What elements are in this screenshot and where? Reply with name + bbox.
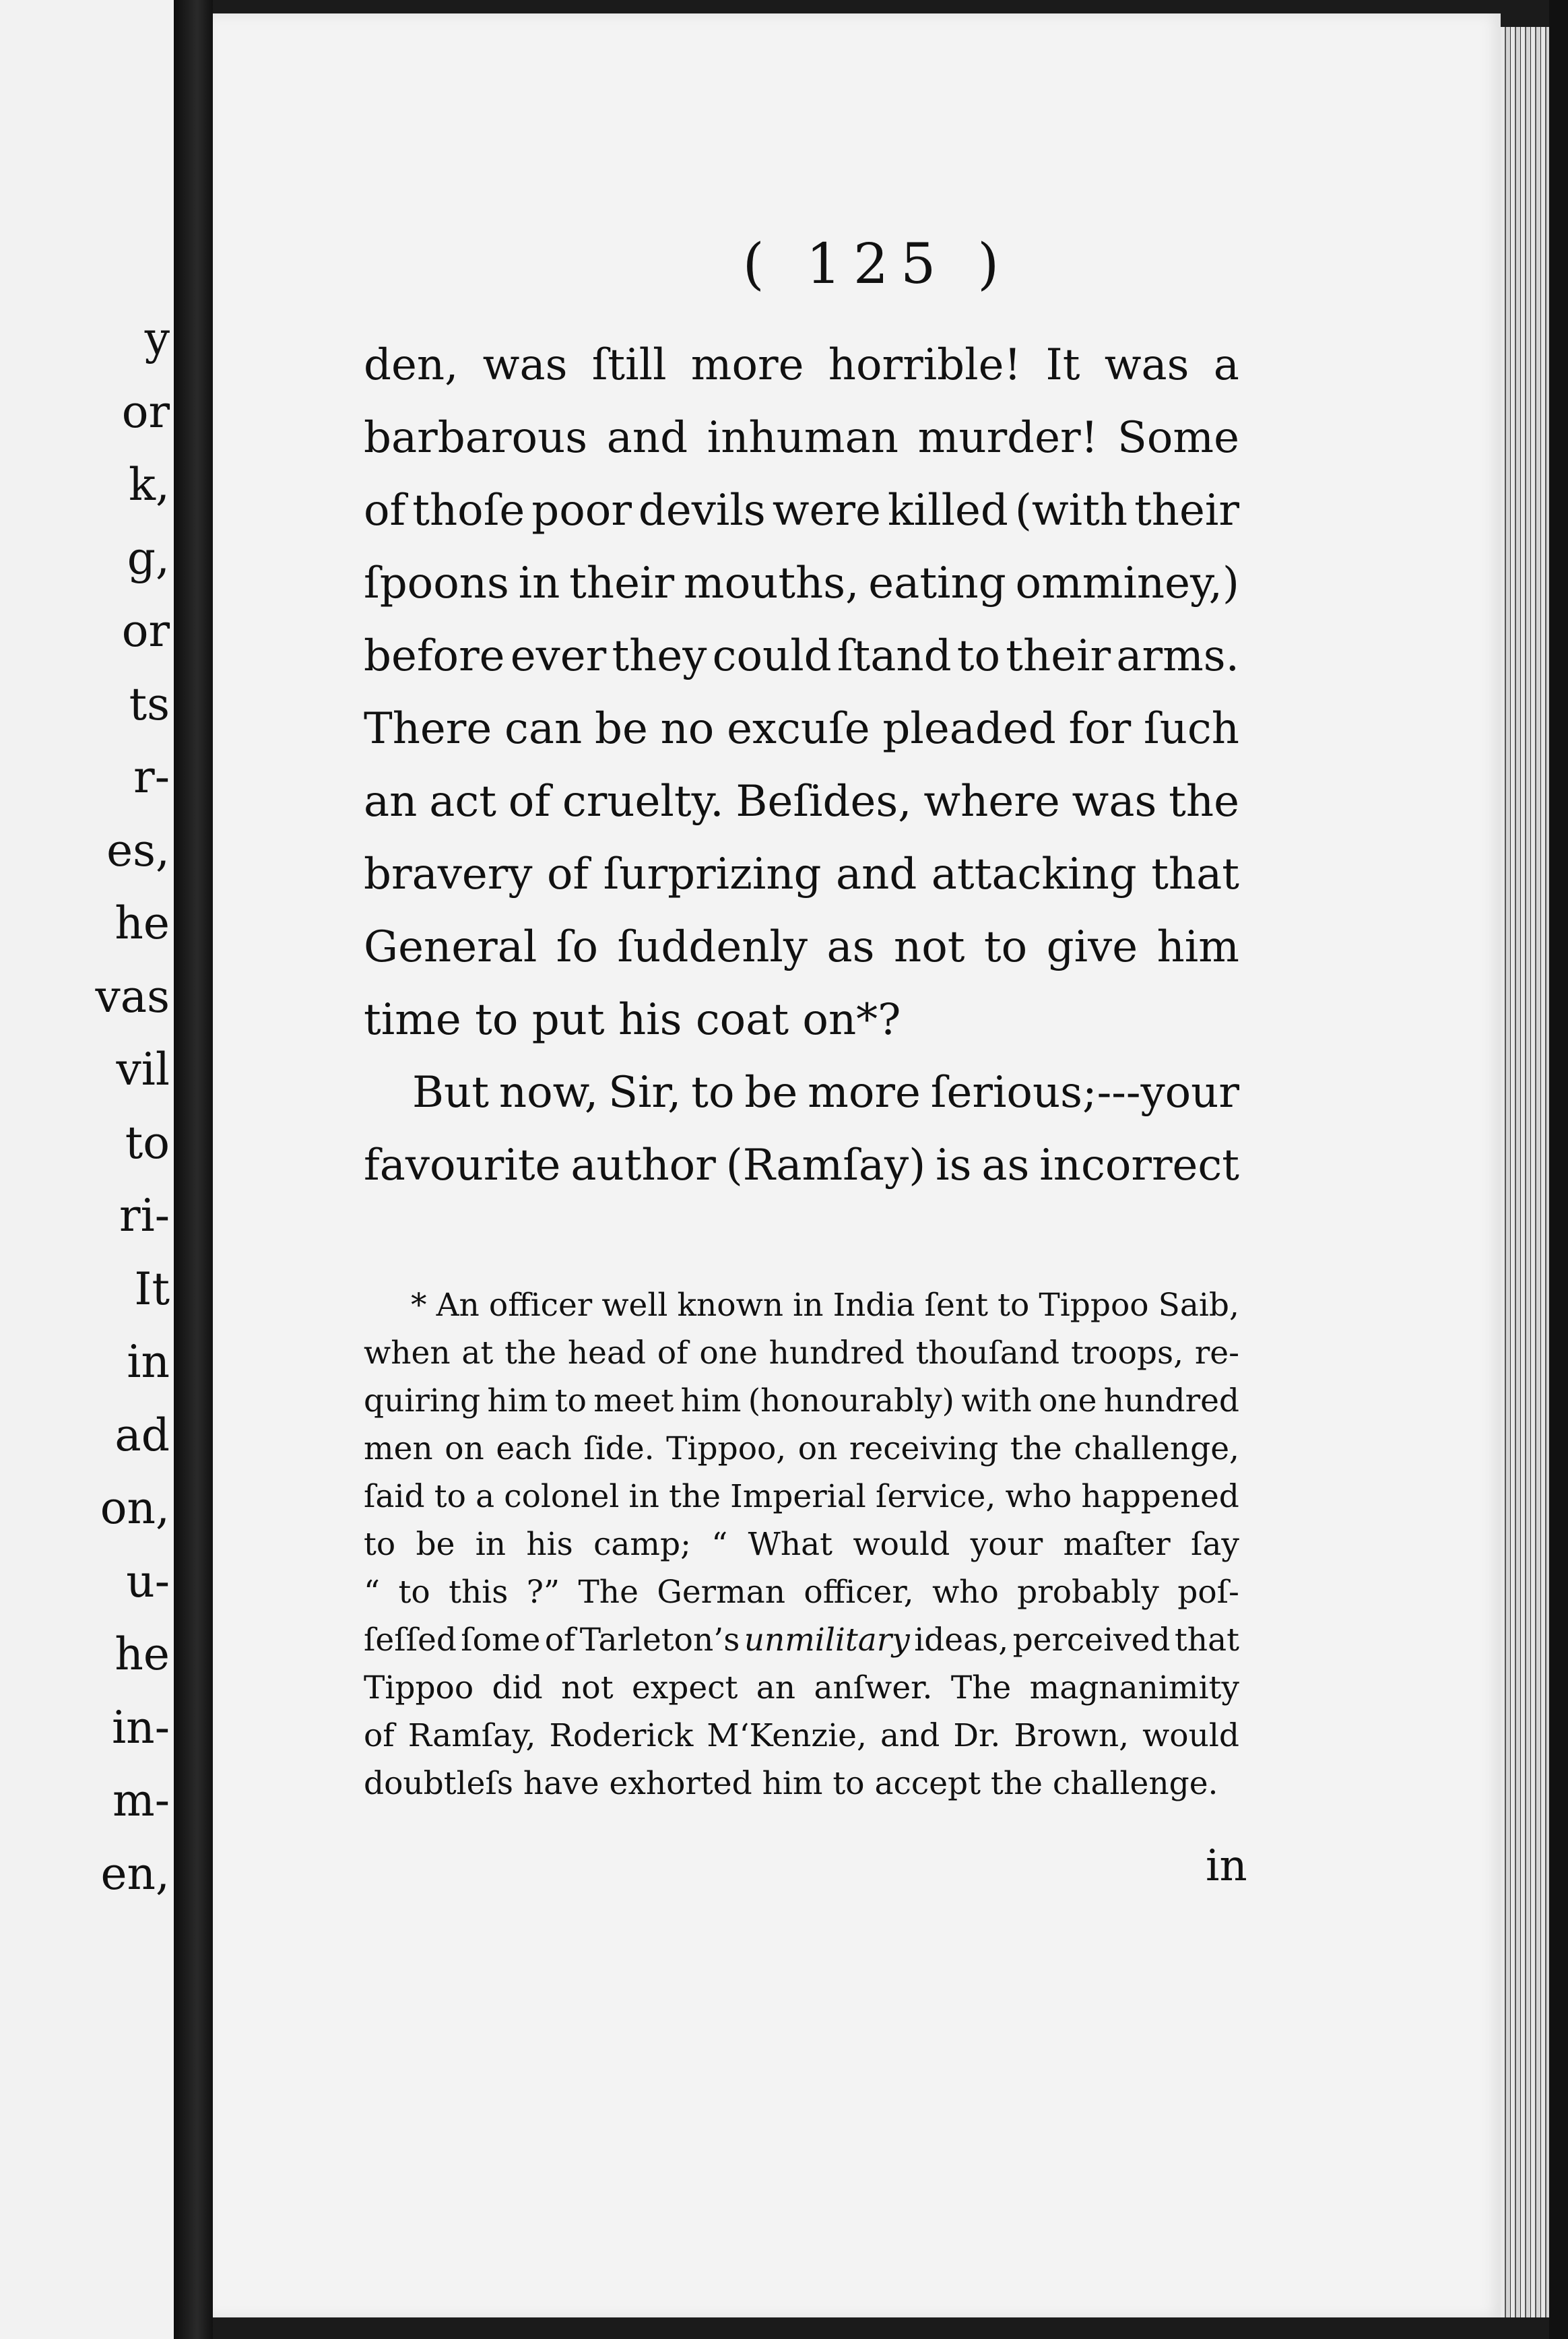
book-gutter <box>174 0 213 2339</box>
body-line: bravery of ſurprizing and attacking that <box>364 850 1239 899</box>
footnote-line: Tippoo did not expect an anſwer. The magnanimity <box>364 1669 1239 1706</box>
body-line: But now, Sir, to be more ſerious;---your <box>412 1068 1239 1118</box>
page-edges <box>1501 27 1549 2317</box>
left-page-fragment: in- <box>112 1701 170 1754</box>
body-line: ſpoons in their mouths, eating omminey,) <box>364 558 1239 608</box>
footnote-line: ſaid to a colonel in the Imperial ſervice, who happened <box>364 1478 1239 1515</box>
footnote-line: ſeſſed ſome of Tarleton’s unmilitary ideas, perceived that <box>364 1622 1239 1659</box>
body-line: den, was ſtill more horrible! It was a <box>364 340 1239 390</box>
left-page-fragment: en, <box>100 1847 170 1900</box>
footnote-line: to be in his camp; “ What would your maſter ſay <box>364 1526 1239 1563</box>
left-page-fragment: on, <box>100 1482 170 1534</box>
body-line: time to put his coat on*? <box>364 995 901 1045</box>
body-line: an act of cruelty. Beſides, where was the <box>364 777 1239 827</box>
body-line: of thoſe poor devils were killed (with their <box>364 486 1239 536</box>
body-line: barbarous and inhuman murder! Some <box>364 413 1239 463</box>
footnote-line: quiring him to meet him (honourably) with one hundred <box>364 1382 1239 1419</box>
book-edge-shadow <box>1549 0 1568 2339</box>
left-page-fragment: It <box>134 1262 170 1315</box>
footnote-line: * An officer well known in India ſent to Tippoo Saib, <box>411 1287 1239 1324</box>
left-page-fragment: k, <box>129 459 170 511</box>
footnote-line: “ to this ?” The German officer, who probably poſ- <box>364 1574 1239 1611</box>
left-page-fragment: ad <box>115 1409 170 1461</box>
left-page-fragment: m- <box>112 1774 170 1826</box>
left-page-fragment: he <box>115 1628 170 1680</box>
left-page-fragment: in <box>127 1336 170 1388</box>
left-page-fragment: or <box>121 385 170 438</box>
left-page-fragment: vil <box>116 1044 170 1095</box>
left-page-fragment: r- <box>133 751 170 803</box>
catchword: in <box>1206 1841 1247 1891</box>
body-line: favourite author (Ramſay) is as incorrect <box>364 1141 1239 1190</box>
footnote-line: doubtleſs have exhorted him to accept the challenge. <box>364 1765 1218 1802</box>
footnote-line: of Ramſay, Roderick M‘Kenzie, and Dr. Brown, would <box>364 1717 1239 1754</box>
left-page-fragment: he <box>115 897 170 949</box>
footnote-line: when at the head of one hundred thouſand troops, re- <box>364 1335 1239 1372</box>
left-page-fragment: or <box>121 605 170 657</box>
body-line: General ſo ſuddenly as not to give him <box>364 922 1239 972</box>
left-page-fragment: y <box>144 313 170 364</box>
left-page-fragment: ri- <box>119 1190 170 1242</box>
body-line: There can be no excuſe pleaded for ſuch <box>364 704 1239 754</box>
left-page-fragment: to <box>125 1116 170 1169</box>
body-text <box>364 329 1239 1202</box>
left-page-fragment: es, <box>106 824 170 876</box>
left-facing-page <box>0 0 174 2339</box>
left-page-fragment: vas <box>95 970 170 1023</box>
left-page-fragment: ts <box>129 678 170 730</box>
page-number: ( 125 ) <box>742 232 1012 296</box>
footnote-line: men on each ſide. Tippoo, on receiving the challenge, <box>364 1430 1239 1467</box>
left-page-fragment: u- <box>126 1555 170 1607</box>
footnote <box>364 1281 1239 1807</box>
body-line: before ever they could ſtand to their arms. <box>364 631 1239 681</box>
left-page-fragment: g, <box>127 532 170 584</box>
book-page <box>213 13 1501 2317</box>
